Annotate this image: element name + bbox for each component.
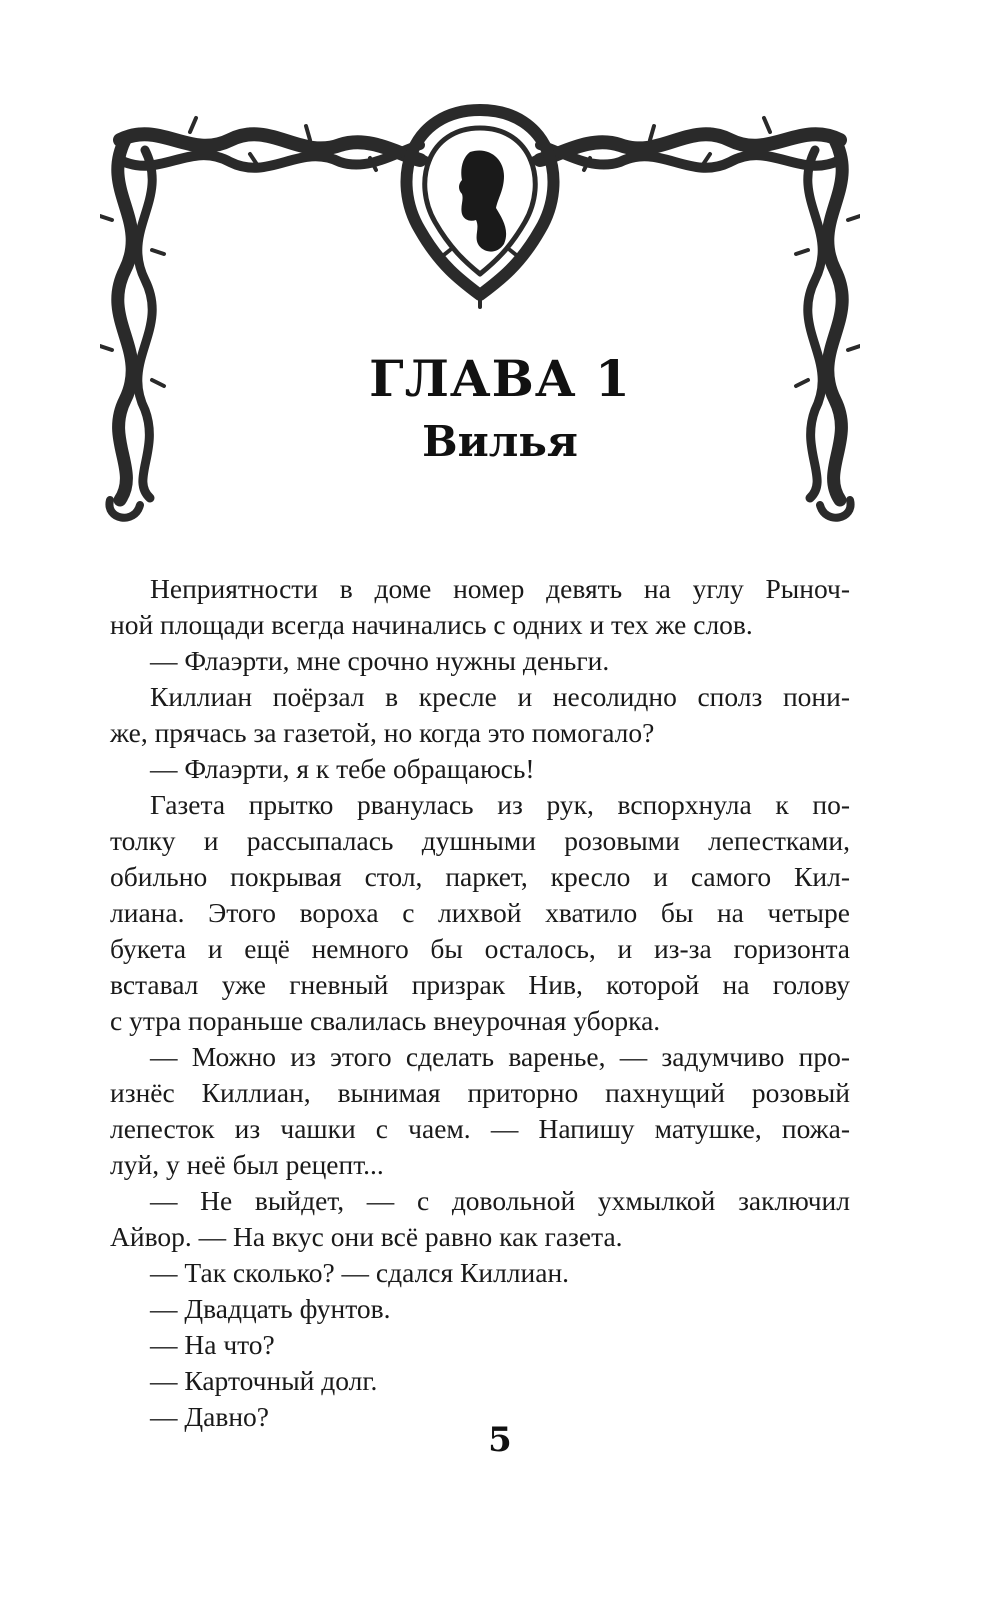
text-line: вставал уже гневный призрак Нив, которой на голову <box>110 969 850 1000</box>
text-line: обильно покрывая стол, паркет, кресло и самого Кил- <box>110 861 850 892</box>
text-line: — Флаэрти, мне срочно нужны деньги. <box>150 645 610 676</box>
text-line: — Давно? <box>150 1401 269 1432</box>
chapter-subtitle: Вилья <box>422 417 578 466</box>
text-line: — На что? <box>150 1329 275 1360</box>
text-line: — Двадцать фунтов. <box>150 1293 391 1324</box>
text-line: Айвор. — На вкус они всё равно как газета. <box>110 1221 623 1252</box>
chapter-heading <box>0 350 1000 470</box>
chapter-title: ГЛАВА 1 <box>369 349 631 408</box>
body-text <box>110 571 850 1435</box>
text-line: — Не выйдет, — с довольной ухмылкой заключил <box>150 1185 850 1216</box>
text-line: толку и рассыпалась душными розовыми лепестками, <box>110 825 850 856</box>
text-line: с утра пораньше свалилась внеурочная уборка. <box>110 1005 661 1036</box>
text-line: же, прячась за газетой, но когда это помогало? <box>110 717 655 748</box>
woman-silhouette-icon <box>459 150 506 251</box>
text-line: — Флаэрти, я к тебе обращаюсь! <box>150 753 535 784</box>
page-number: 5 <box>488 1420 512 1460</box>
text-line: — Так сколько? — сдался Киллиан. <box>150 1257 570 1288</box>
text-line: Киллиан поёрзал в кресле и несолидно сполз пони- <box>150 681 850 712</box>
text-line: Неприятности в доме номер девять на углу Рыноч- <box>150 573 850 604</box>
text-line: — Можно из этого сделать варенье, — задумчиво про- <box>150 1041 850 1072</box>
text-line: лепесток из чашки с чаем. — Напишу матушке, пожа- <box>110 1113 850 1144</box>
text-line: изнёс Киллиан, вынимая приторно пахнущий розовый <box>110 1077 850 1108</box>
text-line: луй, у неё был рецепт... <box>110 1149 384 1180</box>
text-line: лиана. Этого вороха с лихвой хватило бы на четыре <box>110 897 850 928</box>
text-line: Газета прытко рванулась из рук, вспорхнула к по- <box>150 789 850 820</box>
text-line: — Карточный долг. <box>150 1365 378 1396</box>
text-line: букета и ещё немного бы осталось, и из-за горизонта <box>110 933 850 964</box>
text-line: ной площади всегда начинались с одних и тех же слов. <box>110 609 753 640</box>
